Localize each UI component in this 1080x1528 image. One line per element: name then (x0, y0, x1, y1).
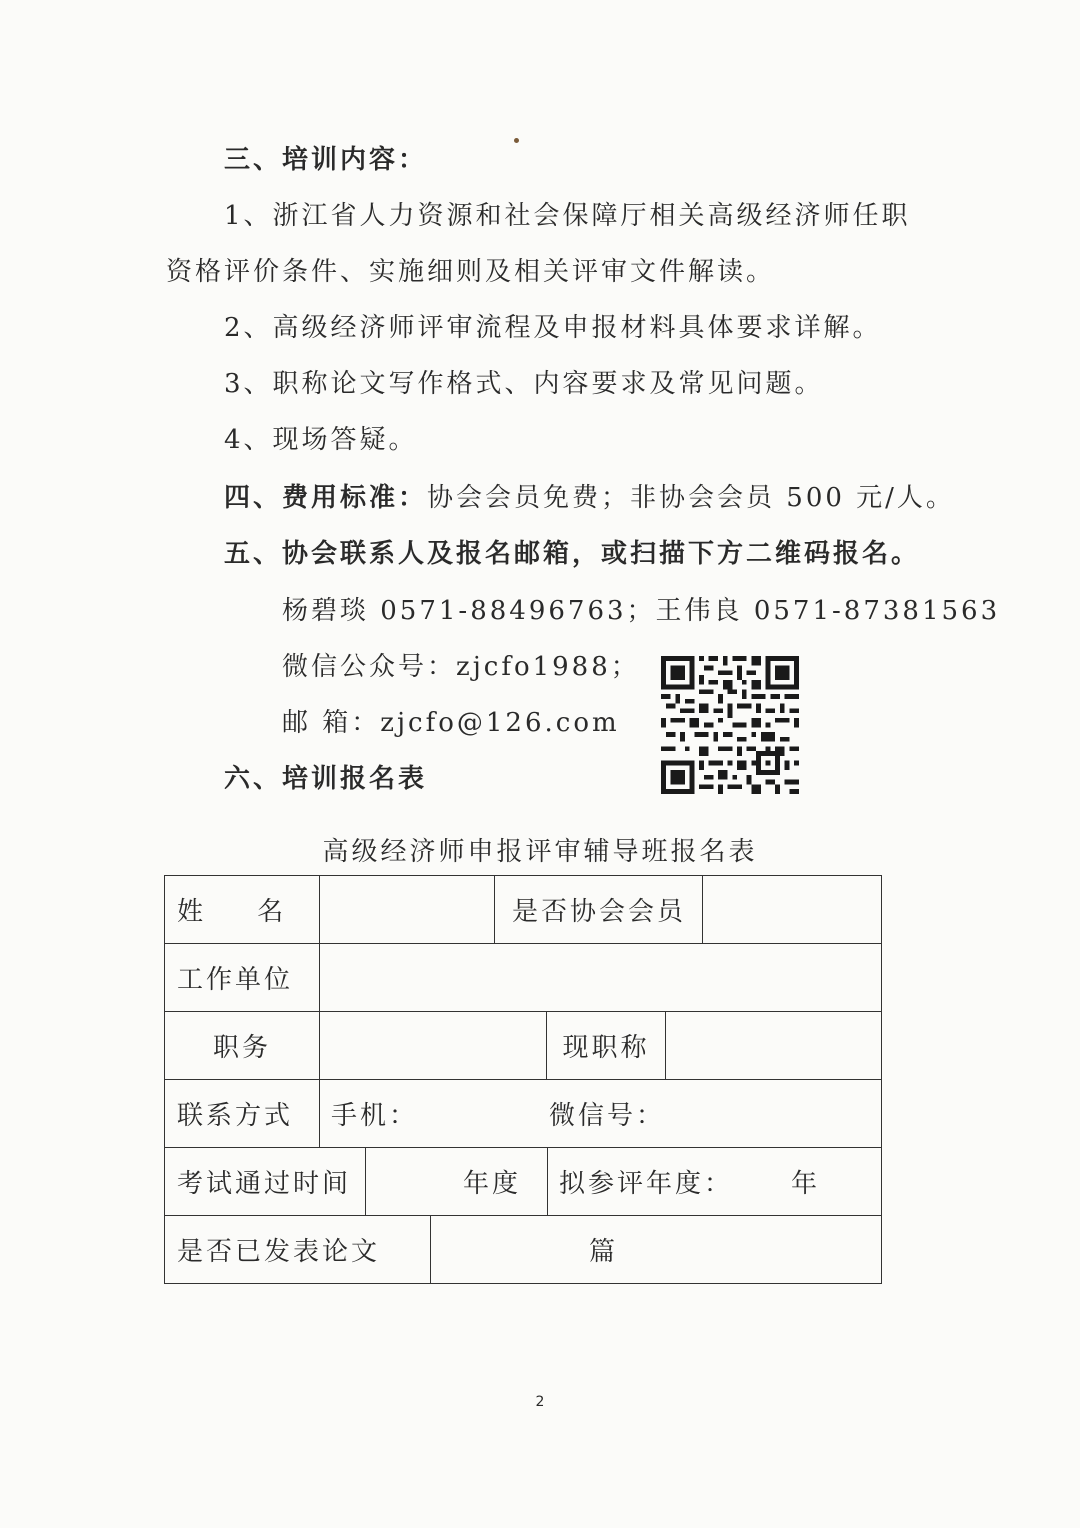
section-4-heading: 四、费用标准： (224, 483, 428, 513)
contact-label: 联系方式 (177, 1101, 294, 1131)
section-4-text: 协会会员免费；非协会会员 500 元/人。 (427, 483, 955, 513)
name-label: 姓 名 (177, 897, 287, 927)
exam-year-suffix: 年度 (463, 1169, 522, 1199)
scan-speck (514, 138, 519, 143)
position-label: 职务 (212, 1033, 271, 1063)
wechat-account: 微信公众号：zjcfo1988； (282, 652, 640, 682)
employer-label: 工作单位 (177, 965, 294, 995)
name-field[interactable] (321, 876, 493, 943)
section-3-item-1-cont: 资格评价条件、实施细则及相关评审文件解读。 (166, 257, 776, 287)
registration-form (164, 875, 882, 1284)
paper-label: 是否已发表论文 (177, 1237, 381, 1267)
section-3-heading: 三、培训内容： (224, 145, 428, 175)
phone-label: 手机： (331, 1101, 419, 1131)
form-title: 高级经济师申报评审辅导班报名表 (322, 837, 758, 867)
plan-year-suffix: 年 (791, 1169, 821, 1199)
form-row-name (164, 875, 882, 943)
qr-code-icon[interactable] (660, 656, 800, 794)
position-field[interactable] (321, 1012, 545, 1079)
exam-label: 考试通过时间 (177, 1169, 352, 1199)
title-label: 现职称 (562, 1033, 650, 1063)
member-field[interactable] (704, 876, 881, 943)
wechat-label: 微信号： (549, 1101, 666, 1131)
plan-label: 拟参评年度： (559, 1169, 734, 1199)
section-3-item-4: 4、现场答疑。 (224, 425, 418, 455)
section-5-heading: 五、协会联系人及报名邮箱，或扫描下方二维码报名。 (224, 539, 921, 569)
title-field[interactable] (667, 1012, 881, 1079)
contact-persons: 杨碧琰 0571-88496763；王伟良 0571-87381563 (282, 596, 1001, 626)
form-row-paper (164, 1215, 882, 1284)
form-row-position (164, 1011, 882, 1079)
section-6-heading: 六、培训报名表 (224, 764, 428, 794)
section-4 (224, 481, 955, 515)
form-row-employer (164, 943, 882, 1011)
employer-field[interactable] (321, 944, 881, 1011)
section-3-item-3: 3、职称论文写作格式、内容要求及常见问题。 (224, 369, 824, 399)
section-3-item-1: 1、浙江省人力资源和社会保障厅相关高级经济师任职 (224, 201, 911, 231)
paper-unit: 篇 (589, 1237, 619, 1267)
section-3-item-2: 2、高级经济师评审流程及申报材料具体要求详解。 (224, 313, 882, 343)
form-row-contact (164, 1079, 882, 1147)
page-number: 2 (535, 1394, 545, 1410)
email-address: 邮 箱：zjcfo@126.com (282, 708, 620, 738)
member-label: 是否协会会员 (511, 897, 686, 927)
form-row-exam (164, 1147, 882, 1215)
